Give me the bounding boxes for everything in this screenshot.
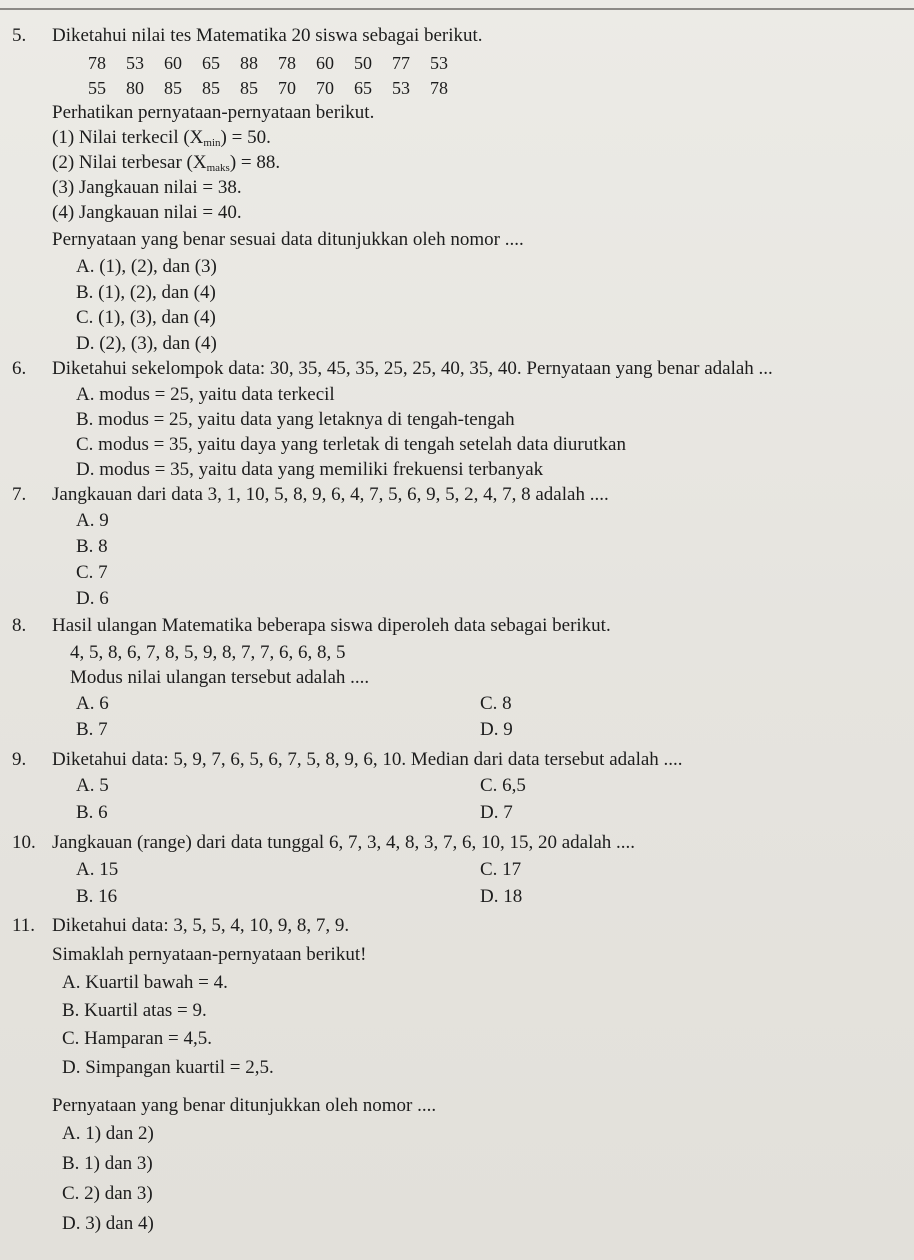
q8-option-d[interactable]: D. 9 [480,719,513,740]
data-value: 60 [164,53,182,73]
q8-data: 4, 5, 8, 6, 7, 8, 5, 9, 8, 7, 7, 6, 6, 8, 5 [70,642,346,663]
question-8 [12,614,611,638]
statement-text: ) = 50. [220,127,271,148]
q6-option-c[interactable]: C. modus = 35, yaitu daya yang terletak di tengah setelah data diurutkan [76,434,626,455]
q11-option-c[interactable]: C. 2) dan 3) [62,1183,153,1204]
data-value: 77 [392,53,410,73]
data-value: 78 [88,53,106,73]
q5-option-d[interactable]: D. (2), (3), dan (4) [76,333,217,354]
question-number: 6. [12,358,27,379]
data-value: 80 [126,78,144,98]
q9-option-d[interactable]: D. 7 [480,802,513,823]
data-value: 60 [316,53,334,73]
question-number: 9. [12,749,27,770]
q11-statement-a: A. Kuartil bawah = 4. [62,972,228,993]
data-value: 53 [430,53,448,73]
question-9 [12,748,683,772]
q9-option-a[interactable]: A. 5 [76,775,109,796]
q5-option-b[interactable]: B. (1), (2), dan (4) [76,282,216,303]
data-value: 70 [316,78,334,98]
q11-option-b[interactable]: B. 1) dan 3) [62,1153,153,1174]
q8-option-c[interactable]: C. 8 [480,693,512,714]
question-7 [12,483,609,507]
q5-statement-4: (4) Jangkauan nilai = 40. [52,202,242,223]
q8-option-a[interactable]: A. 6 [76,693,109,714]
q8-prompt: Modus nilai ulangan tersebut adalah .... [70,667,370,688]
data-value: 78 [430,78,448,98]
q5-data-row-2 [88,76,468,100]
q11-intro: Simaklah pernyataan-pernyataan berikut! [52,944,367,965]
q11-statement-c: C. Hamparan = 4,5. [62,1028,213,1049]
q10-option-b[interactable]: B. 16 [76,886,118,907]
q6-option-a[interactable]: A. modus = 25, yaitu data terkecil [76,384,335,405]
q5-data-row-1 [88,51,468,75]
statement-text: ) = 88. [229,152,281,173]
data-value: 53 [392,78,410,98]
question-number: 7. [12,484,27,505]
q7-option-d[interactable]: D. 6 [76,588,109,609]
q6-option-b[interactable]: B. modus = 25, yaitu data yang letaknya di tengah-tengah [76,409,515,430]
q5-prompt: Pernyataan yang benar sesuai data ditunjukkan oleh nomor .... [52,229,524,250]
q11-option-a[interactable]: A. 1) dan 2) [62,1123,154,1144]
question-11 [12,914,349,938]
q5-statement-3: (3) Jangkauan nilai = 38. [52,177,242,198]
data-value: 85 [202,78,220,98]
data-value: 85 [164,78,182,98]
question-6 [12,357,773,381]
q9-option-b[interactable]: B. 6 [76,802,108,823]
question-text: Diketahui sekelompok data: 30, 35, 45, 35, 25, 25, 40, 35, 40. Pernyataan yang benar adalah ... [52,358,773,379]
data-value: 65 [354,78,372,98]
q7-option-b[interactable]: B. 8 [76,536,108,557]
q11-prompt: Pernyataan yang benar ditunjukkan oleh nomor .... [52,1095,437,1116]
q10-option-d[interactable]: D. 18 [480,886,523,907]
q5-option-c[interactable]: C. (1), (3), dan (4) [76,307,216,328]
question-text: Diketahui data: 3, 5, 5, 4, 10, 9, 8, 7, 9. [52,915,350,936]
question-number: 5. [12,25,27,46]
question-text: Diketahui data: 5, 9, 7, 6, 5, 6, 7, 5, 8, 9, 6, 10. Median dari data tersebut adalah .... [52,749,683,770]
question-number: 10. [12,832,36,853]
question-10 [12,831,635,855]
q7-option-c[interactable]: C. 7 [76,562,108,583]
q8-option-b[interactable]: B. 7 [76,719,108,740]
q7-option-a[interactable]: A. 9 [76,510,109,531]
data-value: 70 [278,78,296,98]
top-border-line [0,8,914,10]
q9-option-c[interactable]: C. 6,5 [480,775,526,796]
data-value: 88 [240,53,258,73]
data-value: 85 [240,78,258,98]
question-text: Jangkauan (range) dari data tunggal 6, 7, 3, 4, 8, 3, 7, 6, 10, 15, 20 adalah .... [52,832,636,853]
question-5 [12,24,483,48]
data-value: 55 [88,78,106,98]
question-text: Hasil ulangan Matematika beberapa siswa diperoleh data sebagai berikut. [52,615,611,636]
question-text: Diketahui nilai tes Matematika 20 siswa sebagai berikut. [52,25,483,46]
q5-option-a[interactable]: A. (1), (2), dan (3) [76,256,217,277]
q11-statement-b: B. Kuartil atas = 9. [62,1000,207,1021]
data-value: 78 [278,53,296,73]
statement-text: (1) Nilai terkecil (X [52,127,204,148]
q10-option-c[interactable]: C. 17 [480,859,522,880]
data-value: 65 [202,53,220,73]
statement-text: (2) Nilai terbesar (X [52,152,207,173]
question-text: Jangkauan dari data 3, 1, 10, 5, 8, 9, 6, 4, 7, 5, 6, 9, 5, 2, 4, 7, 8 adalah .... [52,484,609,505]
q5-intro: Perhatikan pernyataan-pernyataan berikut. [52,102,375,123]
question-number: 11. [12,915,36,936]
q10-option-a[interactable]: A. 15 [76,859,119,880]
data-value: 53 [126,53,144,73]
question-number: 8. [12,615,27,636]
data-value: 50 [354,53,372,73]
q11-statement-d: D. Simpangan kuartil = 2,5. [62,1057,274,1078]
q11-option-d[interactable]: D. 3) dan 4) [62,1213,154,1234]
q6-option-d[interactable]: D. modus = 35, yaitu data yang memiliki frekuensi terbanyak [76,459,544,480]
subscript: min [203,137,221,149]
subscript: maks [206,162,230,174]
